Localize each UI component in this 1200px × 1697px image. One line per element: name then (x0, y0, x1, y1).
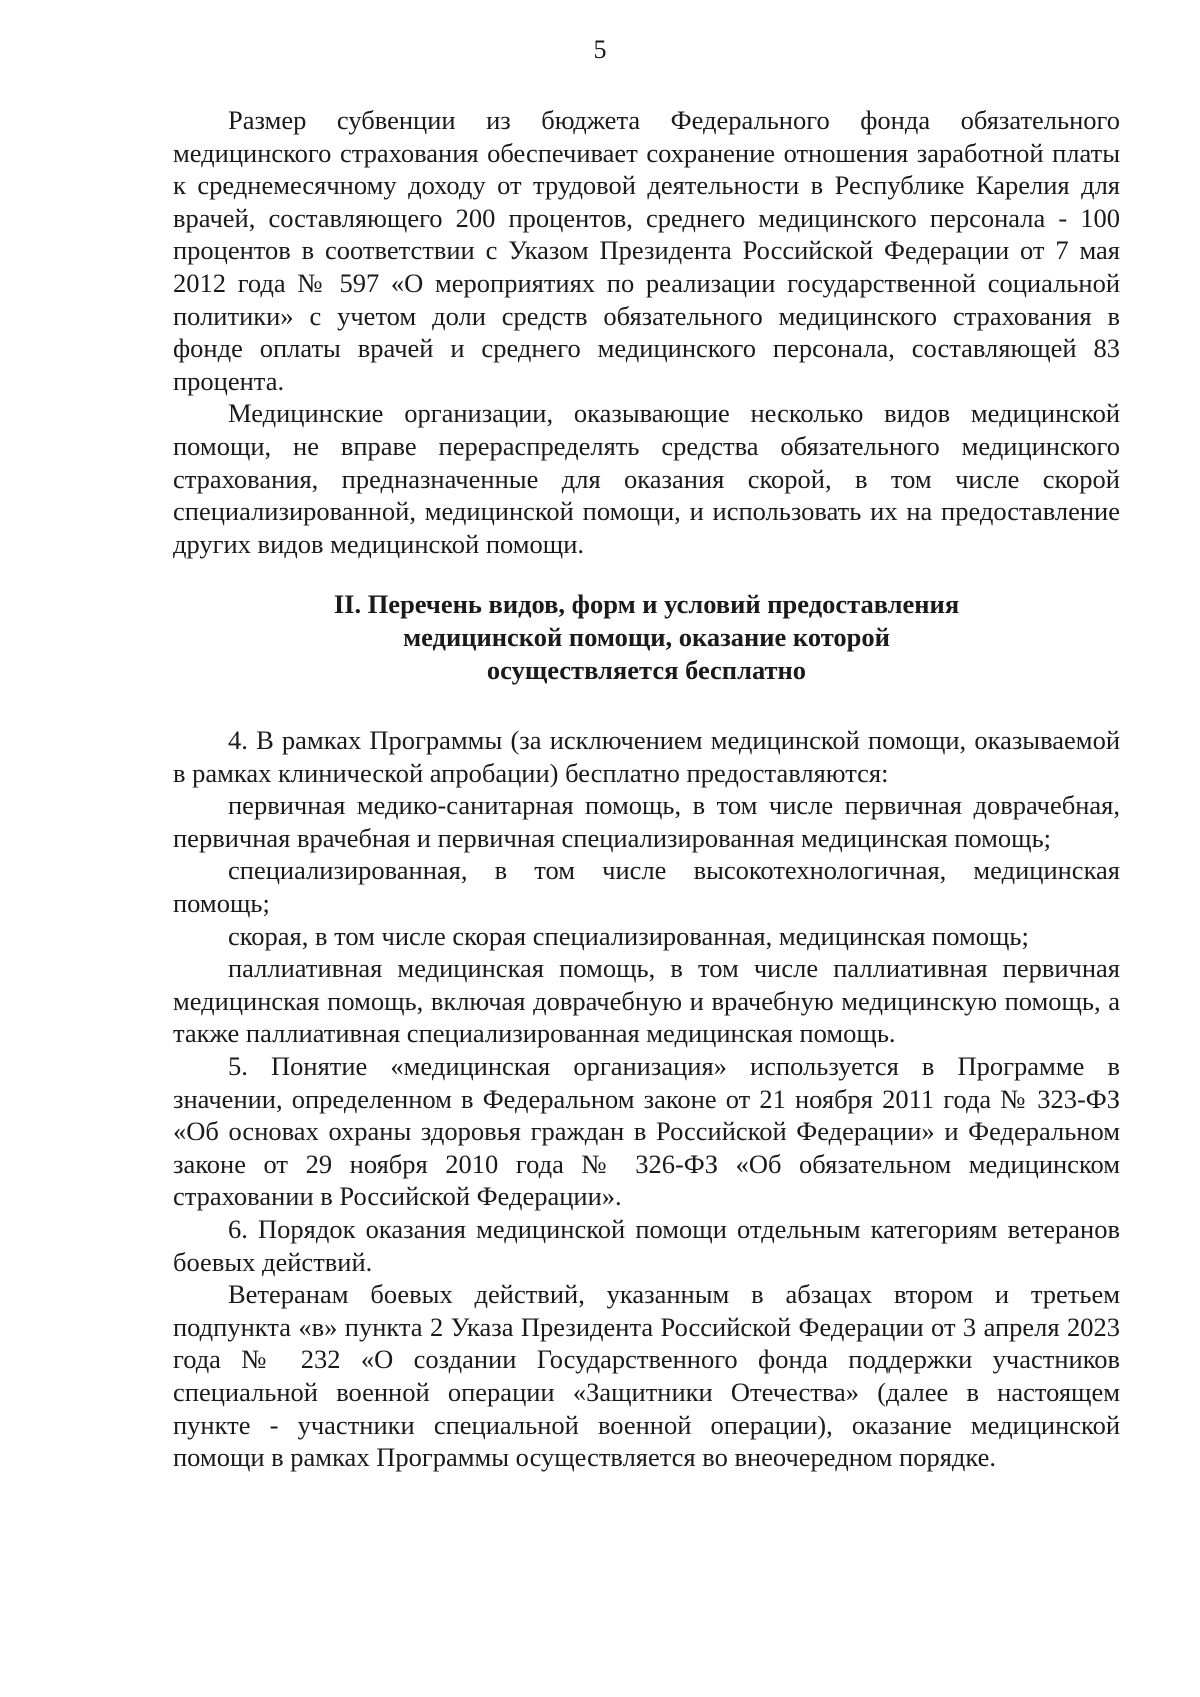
document-body (173, 104, 1120, 1474)
paragraph-item-4: 4. В рамках Программы (за исключением медицинской помощи, оказываемой в рамках клинической апробации) бесплатно предоставляются: (173, 725, 1120, 788)
page-number: 5 (593, 35, 607, 64)
paragraph-subvention-size: Размер субвенции из бюджета Федерального фонда обязательного медицинского страхования обеспечивает сохранение отношения заработной платы к среднемесячному доходу от трудовой деятельности в Республике Карелия для врачей, составляющего 200 процентов, среднего медицинского персонала - 100 процентов в соответствии с Указом Президента Российской Федерации от 7 мая 2012 года № 597 «О мероприятиях по реализации государственной социальной политики» с учетом доли средств обязательного медицинского страхования в фонде оплаты врачей и среднего медицинского персонала, составляющей 83 процента. (173, 105, 1120, 396)
paragraph-primary-care: первичная медико-санитарная помощь, в том числе первичная доврачебная, первичная врачебная и первичная специализированная медицинская помощь; (173, 790, 1120, 853)
paragraph-emergency-care: скорая, в том числе скорая специализированная, медицинская помощь; (228, 920, 1029, 951)
section-heading-line: осуществляется бесплатно (486, 654, 807, 685)
paragraph-item-6: 6. Порядок оказания медицинской помощи отдельным категориям ветеранов боевых действий. (173, 1214, 1120, 1277)
section-heading-line: II. Перечень видов, форм и условий предоставления (333, 589, 960, 620)
paragraph-veterans: Ветеранам боевых действий, указанным в абзацах втором и третьем подпункта «в» пункта 2 Указа Президента Российской Федерации от 3 апреля 2023 года № 232 «О создании Государственного фонда поддержки участников специальной военной операции «Защитники Отечества» (далее в настоящем пункте - участники специальной военной операции), оказание медицинской помощи в рамках Программы осуществляется во внеочередном порядке. (173, 1279, 1120, 1473)
section-heading (173, 588, 1120, 686)
paragraph-specialized-care: специализированная, в том числе высокотехнологичная, медицинская помощь; (173, 855, 1120, 919)
paragraph-item-5: 5. Понятие «медицинская организация» используется в Программе в значении, определенном в Федеральном законе от 21 ноября 2011 года № 323-ФЗ «Об основах охраны здоровья граждан в Российской Федерации» и Федеральном законе от 29 ноября 2010 года № 326-ФЗ «Об обязательном медицинском страховании в Российской Федерации». (173, 1051, 1120, 1212)
section-heading-line: медицинской помощи, оказание которой (403, 621, 890, 652)
paragraph-medical-organizations: Медицинские организации, оказывающие несколько видов медицинской помощи, не вправе перераспределять средства обязательного медицинского страхования, предназначенные для оказания скорой, в том числе скорой специализированной, медицинской помощи, и использовать их на предоставление других видов медицинской помощи. (173, 398, 1120, 559)
paragraph-palliative-care: паллиативная медицинская помощь, в том числе паллиативная первичная медицинская помощь, включая доврачебную и врачебную медицинскую помощь, а также паллиативная специализированная медицинская помощь. (173, 953, 1120, 1049)
